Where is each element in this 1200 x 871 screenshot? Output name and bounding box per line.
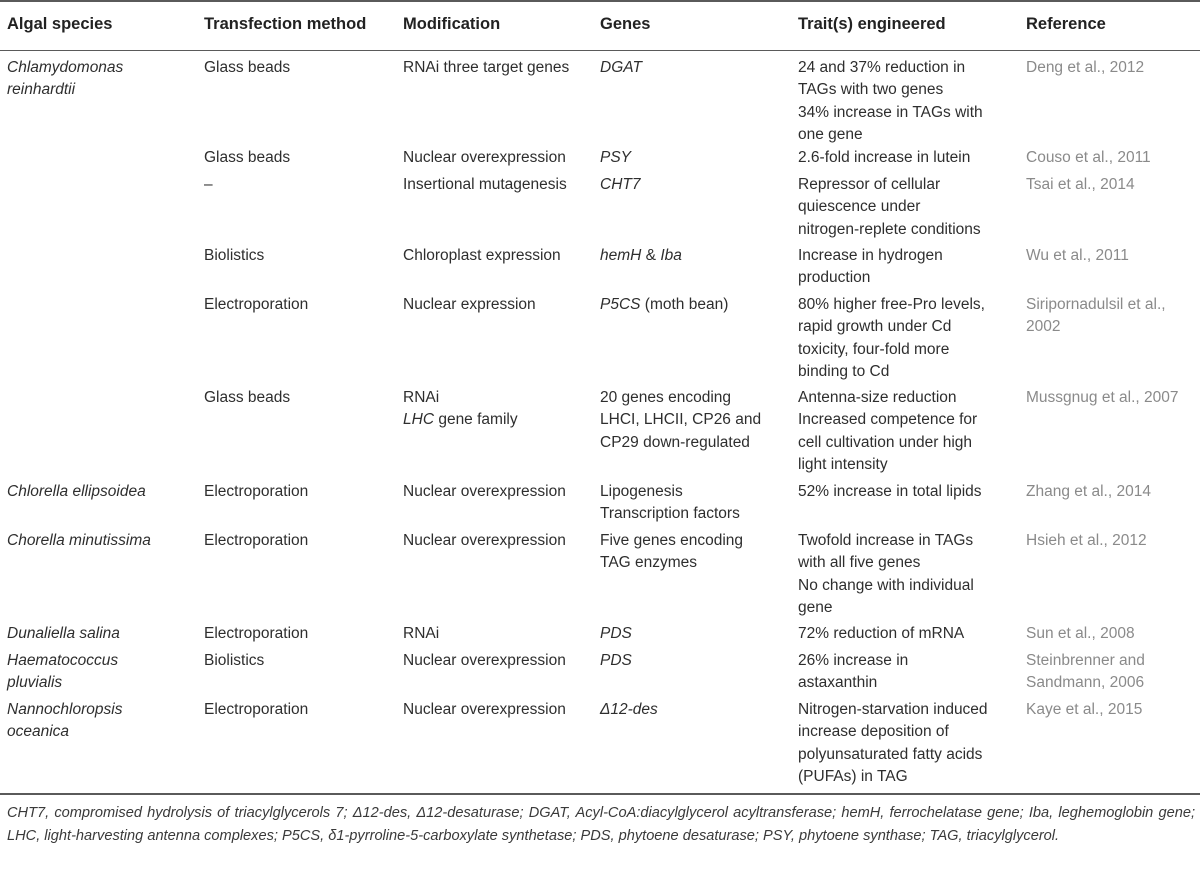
cell-genes	[600, 147, 631, 169]
cell-method	[204, 57, 290, 79]
cell-traits	[798, 387, 977, 476]
cell-line	[600, 174, 640, 196]
cell-line	[600, 552, 743, 574]
cell-line: production	[798, 269, 871, 287]
cell-reference	[1026, 57, 1144, 79]
cell-line: Glass beads	[204, 389, 291, 406]
table-bottom-rule	[0, 793, 1200, 795]
cell-genes	[600, 245, 682, 267]
cell-line	[600, 481, 740, 503]
cell-line: Electroporation	[204, 701, 309, 718]
cell-line: Deng et al., 2012	[1026, 59, 1145, 76]
header-algal-species: Algal species	[7, 15, 113, 33]
cell-modification	[403, 699, 566, 721]
cell-line: 2.6-fold increase in lutein	[798, 149, 971, 166]
cell-genes	[600, 294, 728, 316]
cell-text-segment: LHCI, LHCII, CP26 and	[600, 411, 762, 429]
cell-line: Electroporation	[204, 296, 309, 313]
header-reference: Reference	[1026, 15, 1106, 33]
cell-line: Glass beads	[204, 149, 291, 166]
cell-species	[7, 650, 118, 695]
cell-line	[403, 387, 518, 409]
cell-line: one gene	[798, 125, 863, 143]
cell-species	[7, 699, 122, 744]
cell-line: astaxanthin	[798, 674, 878, 692]
cell-species	[7, 623, 120, 645]
cell-traits	[798, 650, 908, 695]
cell-line	[600, 432, 761, 454]
cell-genes	[600, 623, 632, 645]
cell-line: RNAi	[403, 625, 440, 642]
cell-reference	[1026, 245, 1129, 267]
cell-line: Chlamydomonas	[7, 59, 124, 76]
cell-text-segment: P5CS	[600, 296, 641, 313]
cell-line: cell cultivation under high	[798, 433, 973, 451]
cell-line: nitrogen-replete conditions	[798, 220, 981, 238]
cell-line	[600, 57, 642, 79]
cell-line: (PUFAs) in TAG	[798, 767, 908, 785]
cell-line: Chorella minutissima	[7, 532, 151, 549]
cell-line: quiescence under	[798, 198, 921, 216]
cell-line	[600, 699, 658, 721]
cell-line: gene	[798, 598, 833, 616]
cell-line: Nuclear expression	[403, 296, 536, 313]
cell-text-segment: hemH	[600, 247, 642, 264]
cell-line: Sandmann, 2006	[1026, 674, 1145, 692]
cell-text-segment: LHC	[403, 411, 435, 429]
cell-line: Nuclear overexpression	[403, 532, 566, 549]
cell-species	[7, 57, 123, 102]
cell-line: 52% increase in total lipids	[798, 483, 982, 500]
cell-traits	[798, 623, 964, 645]
cell-line	[600, 650, 632, 672]
cell-text-segment: 20 genes encoding	[600, 389, 732, 406]
cell-traits	[798, 57, 983, 146]
cell-text-segment: CP29 down-regulated	[600, 433, 750, 451]
cell-line: Repressor of cellular	[798, 176, 941, 193]
cell-line: Dunaliella salina	[7, 625, 120, 642]
cell-line: Zhang et al., 2014	[1026, 483, 1151, 500]
cell-line: binding to Cd	[798, 362, 890, 380]
cell-reference	[1026, 294, 1166, 339]
cell-species	[7, 530, 151, 552]
header-traits-engineered: Trait(s) engineered	[798, 15, 946, 33]
cell-line: light intensity	[798, 455, 888, 473]
cell-method	[204, 650, 264, 672]
cell-line: Increased competence for	[798, 411, 978, 429]
cell-line: Nuclear overexpression	[403, 483, 566, 500]
cell-species	[7, 481, 146, 503]
cell-line	[600, 387, 761, 409]
cell-modification	[403, 245, 561, 267]
cell-method	[204, 530, 308, 552]
cell-line: Siripornadulsil et al.,	[1026, 296, 1166, 313]
table-footnote: CHT7, compromised hydrolysis of triacylglycerols 7; Δ12-des, Δ12-desaturase; DGAT, Acyl-CoA:diacylglycerol acyltransferase; hemH, ferrochelatase gene; Iba, leghemoglobin gene; LHC, light-harvesting antenna complexes; P5CS, δ1-pyrroline-5-carboxylate synthetase; PDS, phytoene desaturase; PSY, phytoene synthase; TAG, triacylglycerol.	[7, 805, 1195, 844]
cell-line: Electroporation	[204, 532, 309, 549]
cell-genes	[600, 387, 761, 454]
cell-line: Sun et al., 2008	[1026, 625, 1135, 642]
cell-genes	[600, 650, 632, 672]
cell-line: Electroporation	[204, 625, 309, 642]
cell-method	[204, 245, 264, 267]
cell-method	[204, 294, 308, 316]
cell-traits	[798, 245, 943, 290]
cell-traits	[798, 481, 982, 503]
cell-line: 2002	[1026, 318, 1061, 336]
cell-traits	[798, 174, 981, 241]
cell-genes	[600, 174, 640, 196]
header-transfection-method: Transfection method	[204, 15, 367, 33]
cell-reference	[1026, 387, 1179, 409]
cell-reference	[1026, 699, 1142, 721]
cell-line: Nitrogen-starvation induced	[798, 701, 988, 718]
cell-line: 80% higher free-Pro levels,	[798, 296, 985, 313]
cell-genes	[600, 530, 743, 575]
cell-text-segment: TAG enzymes	[600, 554, 698, 572]
cell-line: Chlorella ellipsoidea	[7, 483, 146, 500]
cell-line: 24 and 37% reduction in	[798, 59, 966, 76]
table-header-row	[0, 0, 1200, 50]
cell-traits	[798, 530, 974, 619]
cell-text-segment: RNAi	[403, 389, 440, 406]
cell-reference	[1026, 530, 1147, 552]
cell-modification	[403, 294, 536, 316]
cell-text-segment: Δ12-des	[600, 701, 658, 718]
cell-text-segment: Iba	[660, 247, 682, 264]
cell-text-segment: PDS	[600, 652, 632, 669]
cell-line: Biolistics	[204, 652, 265, 669]
cell-line: RNAi three target genes	[403, 59, 570, 76]
cell-text-segment: (moth bean)	[640, 296, 729, 313]
cell-line: Twofold increase in TAGs	[798, 532, 974, 549]
cell-line: TAGs with two genes	[798, 81, 944, 99]
cell-line: Increase in hydrogen	[798, 247, 943, 264]
cell-line: oceanica	[7, 723, 70, 741]
cell-genes	[600, 57, 642, 79]
cell-line: Chloroplast expression	[403, 247, 561, 264]
cell-line: Haematococcus	[7, 652, 119, 669]
cell-line: reinhardtii	[7, 81, 76, 99]
cell-line	[600, 294, 728, 316]
cell-line: pluvialis	[7, 674, 63, 692]
cell-reference	[1026, 174, 1135, 196]
cell-modification	[403, 530, 566, 552]
header-modification: Modification	[403, 15, 501, 33]
cell-line	[600, 409, 761, 431]
cell-line: Antenna-size reduction	[798, 389, 957, 406]
cell-text-segment: &	[641, 247, 661, 264]
cell-modification	[403, 57, 569, 79]
cell-modification	[403, 650, 566, 672]
cell-line	[600, 503, 740, 525]
cell-line: Nannochloropsis	[7, 701, 123, 718]
cell-line: Kaye et al., 2015	[1026, 701, 1143, 718]
cell-method	[204, 481, 308, 503]
cell-line: toxicity, four-fold more	[798, 340, 950, 358]
cell-reference	[1026, 623, 1135, 645]
cell-method	[204, 147, 290, 169]
cell-text-segment: DGAT	[600, 59, 642, 76]
cell-line: with all five genes	[798, 554, 921, 572]
cell-line: Hsieh et al., 2012	[1026, 532, 1147, 549]
cell-line: rapid growth under Cd	[798, 318, 952, 336]
cell-line	[600, 623, 632, 645]
cell-line: Steinbrenner and	[1026, 652, 1145, 669]
cell-line	[403, 409, 518, 431]
cell-method	[204, 623, 308, 645]
cell-line: Nuclear overexpression	[403, 701, 566, 718]
cell-modification	[403, 387, 518, 432]
cell-modification	[403, 623, 439, 645]
cell-line: No change with individual	[798, 576, 974, 594]
cell-traits	[798, 147, 970, 169]
cell-line: Glass beads	[204, 59, 291, 76]
cell-line: Insertional mutagenesis	[403, 176, 567, 193]
cell-traits	[798, 294, 985, 383]
cell-line: Electroporation	[204, 483, 309, 500]
cell-line: polyunsaturated fatty acids	[798, 745, 983, 763]
cell-line	[600, 147, 631, 169]
cell-line: Mussgnug et al., 2007	[1026, 389, 1179, 406]
cell-text-segment: CHT7	[600, 176, 641, 193]
cell-genes	[600, 481, 740, 526]
cell-text-segment: gene family	[434, 411, 518, 429]
cell-modification	[403, 174, 567, 196]
cell-method	[204, 174, 213, 196]
cell-line: Wu et al., 2011	[1026, 247, 1129, 264]
cell-reference	[1026, 650, 1145, 695]
cell-line: 34% increase in TAGs with	[798, 103, 983, 121]
cell-reference	[1026, 481, 1151, 503]
cell-text-segment: Five genes encoding	[600, 532, 744, 549]
cell-text-segment: PSY	[600, 149, 632, 166]
cell-line: 72% reduction of mRNA	[798, 625, 965, 642]
cell-line	[600, 245, 682, 267]
cell-line: Nuclear overexpression	[403, 149, 566, 166]
cell-modification	[403, 481, 566, 503]
cell-modification	[403, 147, 566, 169]
cell-line: Tsai et al., 2014	[1026, 176, 1135, 193]
cell-method	[204, 699, 308, 721]
cell-text-segment: Transcription factors	[600, 505, 740, 523]
cell-line: Nuclear overexpression	[403, 652, 566, 669]
cell-text-segment: Lipogenesis	[600, 483, 683, 500]
header-genes: Genes	[600, 15, 651, 33]
cell-line	[600, 530, 743, 552]
cell-line: Biolistics	[204, 247, 265, 264]
cell-line: 26% increase in	[798, 652, 909, 669]
cell-line: increase deposition of	[798, 723, 949, 741]
cell-genes	[600, 699, 658, 721]
cell-line: –	[204, 176, 213, 193]
header-bottom-rule	[0, 50, 1200, 51]
cell-method	[204, 387, 290, 409]
cell-traits	[798, 699, 988, 788]
cell-reference	[1026, 147, 1151, 169]
cell-line: Couso et al., 2011	[1026, 149, 1151, 166]
cell-text-segment: PDS	[600, 625, 632, 642]
